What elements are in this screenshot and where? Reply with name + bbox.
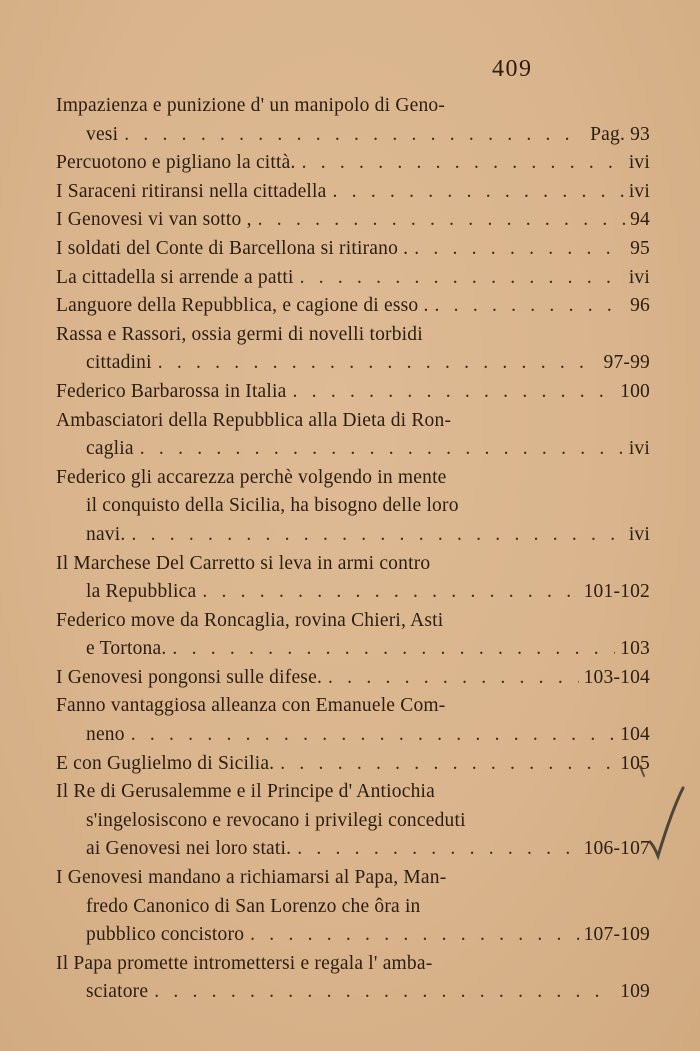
toc-page-ref: 103 — [620, 638, 650, 660]
toc-page-ref: 101-102 — [583, 581, 650, 603]
dot-leader — [435, 292, 626, 321]
toc-entry-line — [56, 521, 650, 550]
toc-entry — [56, 407, 650, 464]
dot-leader — [202, 578, 578, 607]
handwritten-checkmark — [646, 784, 688, 866]
toc-entry — [56, 464, 650, 550]
dot-leader — [172, 635, 615, 664]
toc-entry-line: Impazienza e punizione d' un manipolo di Geno- — [56, 95, 446, 116]
dot-leader — [131, 521, 623, 550]
toc-entry-text: I Genovesi pongonsi sulle difese. — [56, 666, 323, 688]
toc-entry-text: I soldati del Conte di Barcellona si ritirano . — [56, 237, 409, 259]
toc-page-ref: ivi — [628, 266, 650, 288]
dot-leader — [280, 750, 615, 779]
toc-entry-text: Languore della Repubblica, e cagione di esso . — [56, 295, 429, 317]
toc-entry-line: Fanno vantaggiosa alleanza con Emanuele Com- — [56, 695, 446, 717]
toc-entry-text: E con Guglielmo di Sicilia. — [56, 752, 275, 774]
toc-entry-line: Il Papa promette intromettersi e regala l' amba- — [56, 952, 433, 974]
dot-leader — [297, 835, 578, 864]
toc-page-ref: 97-99 — [603, 352, 650, 374]
toc-page-ref: ivi — [628, 438, 650, 460]
dot-leader — [154, 978, 615, 1007]
dot-leader — [302, 149, 624, 178]
toc-entry-line — [56, 121, 650, 150]
toc-entry-line — [56, 921, 650, 950]
toc-page-ref: 107-109 — [583, 924, 650, 946]
toc-entry-line — [56, 978, 650, 1007]
toc-entry — [56, 206, 650, 235]
toc-entry — [56, 750, 650, 779]
stray-ink-mark — [637, 764, 647, 778]
toc-page-ref: 105 — [620, 752, 650, 774]
dot-leader — [328, 664, 579, 693]
toc-entry — [56, 292, 650, 321]
dot-leader — [333, 178, 624, 207]
toc-entry — [56, 864, 650, 950]
toc-entry — [56, 664, 650, 693]
toc-entry-text: La cittadella si arrende a patti — [56, 266, 294, 288]
toc-entry — [56, 321, 650, 378]
toc-entry-text: vesi — [86, 123, 119, 145]
toc-entry-text: la Repubblica — [86, 581, 197, 603]
toc-entry-text: e Tortona. — [86, 638, 167, 660]
toc-entry-line — [56, 835, 650, 864]
dot-leader — [140, 435, 624, 464]
toc-page-ref: ivi — [628, 152, 650, 174]
toc-entry-line: I Genovesi mandano a richiamarsi al Papa, Man- — [56, 867, 447, 889]
toc-entry-line — [56, 264, 650, 293]
toc-entry — [56, 950, 650, 1007]
dot-leader — [124, 121, 585, 150]
toc-entry-line — [56, 578, 650, 607]
toc-entry-text: caglia — [86, 438, 134, 460]
dot-leader — [414, 235, 625, 264]
toc-entry-list — [56, 92, 650, 1007]
toc-page-ref: 109 — [620, 981, 650, 1003]
toc-entry-line — [56, 378, 650, 407]
toc-entry-line: il conquisto della Sicilia, ha bisogno delle loro — [86, 495, 459, 517]
toc-entry-line: Il Re di Gerusalemme e il Principe d' Antiochia — [56, 781, 435, 803]
toc-entry-text: sciatore — [86, 981, 149, 1003]
toc-entry — [56, 692, 650, 749]
toc-entry — [56, 778, 650, 864]
toc-entry-text: neno — [86, 724, 125, 746]
toc-page-ref: 100 — [620, 380, 650, 402]
toc-entry-line — [56, 349, 650, 378]
toc-entry-text: cittadini — [86, 352, 152, 374]
toc-entry-line: Federico move da Roncaglia, rovina Chieri, Asti — [56, 609, 444, 631]
toc-entry-line: fredo Canonico di San Lorenzo che ôra in — [86, 895, 421, 917]
toc-page-ref: ivi — [628, 523, 650, 545]
toc-entry — [56, 378, 650, 407]
toc-entry-line — [56, 435, 650, 464]
toc-entry-line: Ambasciatori della Repubblica alla Dieta di Ron- — [56, 409, 452, 431]
toc-page-ref: 103-104 — [583, 666, 650, 688]
toc-page-ref: 94 — [630, 209, 650, 231]
toc-entry-text: pubblico concistoro — [86, 924, 245, 946]
page-number: 409 — [492, 56, 533, 82]
toc-entry-text: I Saraceni ritiransi nella cittadella — [56, 180, 327, 202]
toc-entry-line — [56, 235, 650, 264]
toc-entry — [56, 264, 650, 293]
toc-entry-line — [56, 721, 650, 750]
toc-entry-line: Il Marchese Del Carretto si leva in armi contro — [56, 552, 431, 574]
dot-leader — [258, 206, 625, 235]
toc-page-ref: 106-107 — [583, 838, 650, 860]
toc-entry-text: Federico Barbarossa in Italia — [56, 380, 287, 402]
toc-entry-line — [56, 149, 650, 178]
toc-entry-line — [56, 292, 650, 321]
toc-entry-line — [56, 664, 650, 693]
toc-entry — [56, 149, 650, 178]
toc-page-ref: ivi — [628, 180, 650, 202]
toc-entry — [56, 92, 650, 149]
toc-entry-text: Percuotono e pigliano la città. — [56, 152, 296, 174]
toc-entry-text: ai Genovesi nei loro stati. — [86, 838, 292, 860]
toc-entry-line — [56, 178, 650, 207]
dot-leader — [293, 378, 616, 407]
dot-leader — [131, 721, 615, 750]
dot-leader — [158, 349, 599, 378]
toc-entry-line: Rassa e Rassori, ossia germi di novelli torbidi — [56, 323, 423, 345]
toc-entry-line — [56, 750, 650, 779]
toc-page-ref: 95 — [630, 237, 650, 259]
toc-entry-text: navi. — [86, 523, 126, 545]
toc-entry-line — [56, 635, 650, 664]
toc-entry — [56, 178, 650, 207]
toc-page-ref: 96 — [630, 295, 650, 317]
dot-leader — [300, 264, 624, 293]
toc-page-ref: 104 — [620, 724, 650, 746]
toc-entry — [56, 235, 650, 264]
toc-page-ref: Pag. 93 — [590, 123, 650, 145]
toc-entry-text: I Genovesi vi van sotto , — [56, 209, 252, 231]
toc-entry-line: s'ingelosiscono e revocano i privilegi conceduti — [86, 809, 466, 831]
toc-entry-line: Federico gli accarezza perchè volgendo in mente — [56, 466, 447, 488]
dot-leader — [250, 921, 578, 950]
toc-entry — [56, 607, 650, 664]
toc-entry-line — [56, 206, 650, 235]
toc-entry — [56, 550, 650, 607]
